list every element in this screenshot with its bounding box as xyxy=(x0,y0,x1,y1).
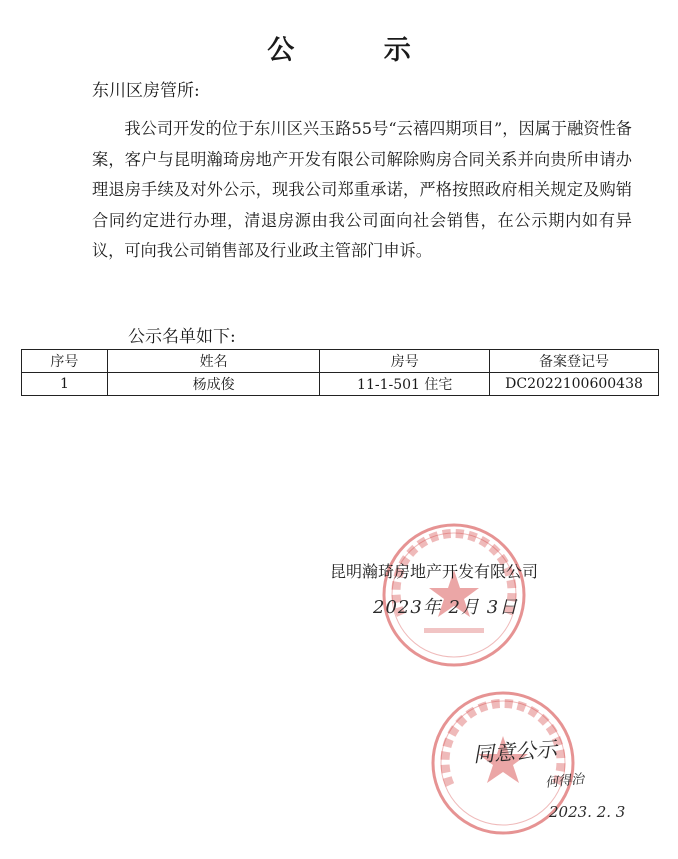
header-seq: 序号 xyxy=(22,350,108,373)
header-registration: 备案登记号 xyxy=(490,350,659,373)
header-room: 房号 xyxy=(320,350,490,373)
document-title: 公 示 xyxy=(267,35,451,66)
cell-room: 11-1-501 住宅 xyxy=(320,373,490,396)
table-row xyxy=(22,373,659,396)
company-signature: 昆明瀚琦房地产开发有限公司 xyxy=(330,562,539,581)
signature-date: 2023年 2月 3日 xyxy=(373,597,519,618)
cell-seq: 1 xyxy=(22,373,108,396)
header-name: 姓名 xyxy=(107,350,320,373)
handwritten-signature: 何得治 xyxy=(544,771,585,791)
notice-body: 我公司开发的位于东川区兴玉路55号“云禧四期项目”，因属于融资性备案，客户与昆明瀚琦房地产开发有限公司解除购房合同关系并向贵所申请办理退房手续及对外公示，现我公司郑重承诺，严格按照政府相关规定及购销合同约定进行办理，清退房源由我公司面向社会销售，在公示期内如有异议，可向我公司销售部及行业政主管部门申诉。 xyxy=(92,119,632,261)
table-header-row xyxy=(22,350,659,373)
addressee: 东川区房管所: xyxy=(92,81,200,101)
cell-registration: DC2022100600438 xyxy=(490,373,659,396)
approval-date: 2023. 2. 3 xyxy=(549,803,626,821)
list-intro: 公示名单如下: xyxy=(128,327,236,347)
approval-note: 同意公示 xyxy=(472,737,558,767)
cell-name: 杨成俊 xyxy=(107,373,320,396)
notice-roster-table xyxy=(21,349,659,396)
